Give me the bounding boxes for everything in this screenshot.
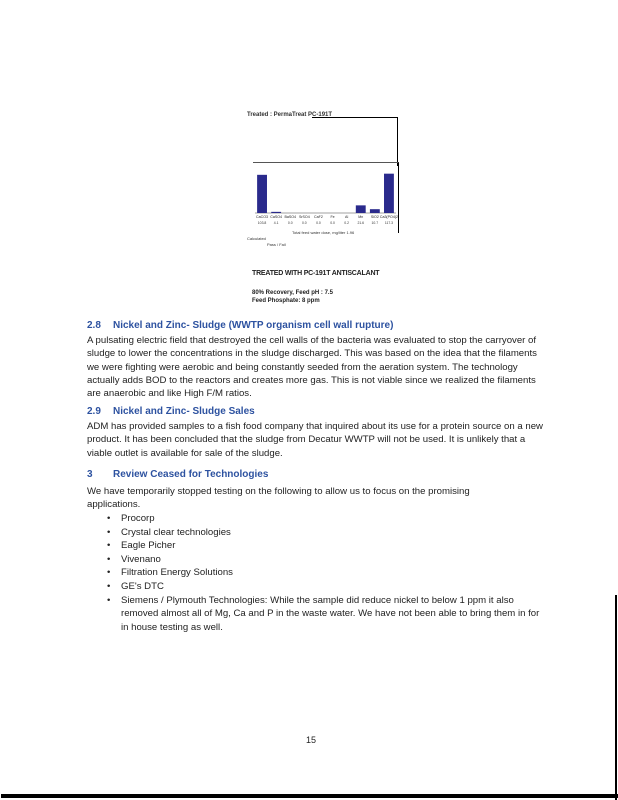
page-number: 15 <box>306 735 317 745</box>
bar-mn <box>356 205 366 213</box>
bar-ca3po42 <box>384 174 394 213</box>
data-label: 10.7 <box>371 221 379 225</box>
section-title: Review Ceased for Technologies <box>113 469 269 480</box>
section-heading-2-9 <box>87 406 255 417</box>
figure-caption: TREATED WITH PC-191T ANTISCALANT <box>252 270 380 277</box>
list-item: • Procorp <box>107 512 547 526</box>
tick-label: BaSO4 <box>284 215 297 219</box>
section-body-2-9: ADM has provided samples to a fish food company that inquired about its use for a protein source on a new product. It has been concluded that the sludge from Decatur WWTP will not be used. It is unlikely that a viable outlet is available for sale of the sludge. <box>87 421 543 459</box>
bar-sio2 <box>370 209 380 213</box>
tick-label: CaF2 <box>314 215 323 219</box>
data-label: 21.6 <box>357 221 365 225</box>
section-number: 3 <box>87 469 93 480</box>
tick-label: SrSO4 <box>298 215 310 219</box>
tick-label: CaSO4 <box>270 215 283 219</box>
section-number: 2.9 <box>87 406 101 417</box>
list-item: • GE's DTC <box>107 580 547 594</box>
figure-title: Treated : PermaTreat PC-191T <box>247 112 333 118</box>
tick-label: Ca3(PO4)2 <box>379 215 398 219</box>
bar-caso4 <box>271 212 281 213</box>
figure-subline: Feed Phosphate: 8 ppm <box>252 298 320 304</box>
list-item: • Siemens / Plymouth Technologies: While the sample did reduce nickel to below 1 ppm it also removed almost all of Mg, Ca and P in the waste water. We have not been able to bring them in for in house testing as well. <box>107 594 547 635</box>
data-label: 0.0 <box>330 221 335 225</box>
page-edge-line <box>615 595 617 800</box>
list-item: • Filtration Energy Solutions <box>107 566 547 580</box>
data-label: 0.2 <box>344 221 350 225</box>
chart-area <box>253 162 399 233</box>
page-bottom-border <box>1 794 618 798</box>
figure-bracket <box>312 117 398 166</box>
bar-chart <box>253 163 398 233</box>
figure-subline: 80% Recovery, Feed pH : 7.5 <box>252 290 333 296</box>
figure-note: Pass / Fail <box>267 242 286 247</box>
tick-label: SiO2 <box>370 215 379 219</box>
data-label: 4.1 <box>273 221 279 225</box>
figure-notes <box>247 230 397 248</box>
section-heading-2-8 <box>87 320 393 331</box>
list-item: • Eagle Picher <box>107 539 547 553</box>
section-title: Nickel and Zinc- Sludge Sales <box>113 406 255 417</box>
section-heading-3 <box>87 469 268 480</box>
technology-list <box>107 512 547 634</box>
section-title: Nickel and Zinc- Sludge (WWTP organism cell wall rupture) <box>113 320 394 331</box>
data-label: 0.0 <box>301 221 307 225</box>
figure-note: Calculated <box>247 236 266 241</box>
list-item: • Crystal clear technologies <box>107 526 547 540</box>
data-label: 103.8 <box>257 221 267 225</box>
section-body-3: We have temporarily stopped testing on the following to allow us to focus on the promising applications. <box>87 486 470 511</box>
section-number: 2.8 <box>87 320 101 331</box>
tick-label: Fe <box>330 215 335 219</box>
tick-label: CaCO3 <box>256 215 269 219</box>
data-label: 0.0 <box>316 221 321 225</box>
figure-subcaption <box>252 289 333 305</box>
data-label: 0.0 <box>287 221 293 225</box>
tick-label: Al <box>345 215 349 219</box>
figure-note: Total feed water dose, mg/liter 1.96 <box>292 230 355 235</box>
tick-label: Mn <box>358 215 364 219</box>
section-body-2-8: A pulsating electric field that destroyed the cell walls of the bacteria was evaluated to stop the carryover of sludge to lower the concentrations in the sludge discharged. This was based on the idea that the filaments we were fighting were aerobic and being constantly seeded from the aeration system. The technology actually adds BOD to the reactors and creates more gas. This is not viable since we realized the filaments are anaerobic and like High F/M ratios. <box>87 335 537 400</box>
list-item: • Vivenano <box>107 553 547 567</box>
data-label: 117.3 <box>384 221 394 225</box>
bar-caco3 <box>257 175 267 213</box>
